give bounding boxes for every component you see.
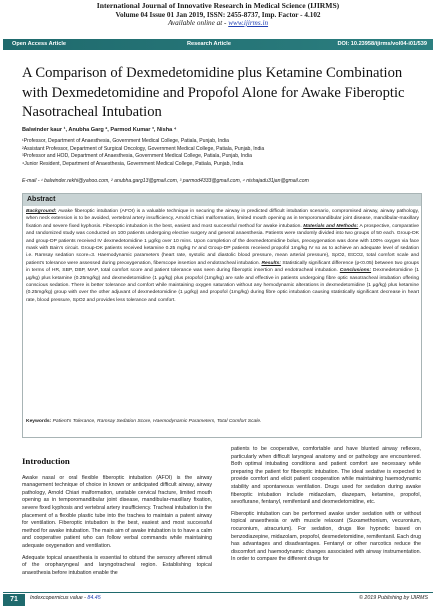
author-emails: E-mail - ¹ balwinder.rekhi@yahoo.com, ² anubha.garg13@gmail.com, ³ parmod4333@gmail.com, ⁴ nishajadu31jan@gmail.com — [22, 178, 309, 184]
conclusions-text: Dexmedetomidine (1 μg/kg) plus ketamine (0.25mg/kg) and dexmedetomidine (1 μg/kg) plus propofol (1mg/kg) are safe and effective in patients undergoing fibre optic nasotracheal intubation offering conscious sedation. There is better tolerance and comfort while maintaining oxygen saturation without any hemodynamic alterations in dexmedetomidine (1 μg/kg) plus ketamine (0.25mg/kg) group with over the other adjuvant of dexmedetomidine (1 μg/kg) and propofol (1mg/kg) during fibre optic intubation causing statistically significant decrease in heart rate, blood pressure, SpO2 and provides less tolerance and comfort. — [26, 268, 419, 303]
affiliation-1: ¹Professor, Department of Anaesthesia, Government Medical College, Patiala, Punjab, India — [22, 138, 229, 144]
keywords-text: Patient's Tolerance, Ramsay Sedation Score, Haemodynamic Parameters, Total Comfort Scale. — [51, 419, 262, 424]
introduction-heading: Introduction — [22, 456, 70, 466]
conclusions-label: Conclusions: — [339, 268, 372, 274]
intro-paragraph-3: patients to be cooperative, comfortable and have blunted airway reflexes, particularly when difficult laryngeal anatomy and or pathology are encountered. Both optimal intubating conditions and patient comfort are necessary while preparing the patient for fiberoptic intubation. The ideal sedative is expected to provide comfort and elicit patient cooperation while maintaining haemodynamic stability and spontaneous ventilation. Drugs used for sedation during awake fiberoptic intubation include midazolam, diazepam, ketamine, propofol, sevoflurane, fentanyl, remifentanil and dexmedetomidine, etc. — [231, 446, 421, 506]
indexcopernicus-label: Indexcopernicus value - — [30, 595, 88, 601]
indexcopernicus-value — [30, 595, 101, 601]
article-info-stripe — [3, 39, 433, 50]
intro-paragraph-2: Adequate topical anaesthesia is essential to obtund the sensory afferent stimuli of the oropharyngeal and laryngotracheal region. Establishing topical anaesthesia before intubation enable the — [22, 554, 212, 576]
open-access-label: Open Access Article — [12, 41, 66, 47]
abstract-body — [26, 208, 419, 304]
affiliations — [22, 138, 422, 168]
intro-paragraph-1: Awake nasal or oral flexible fiberoptic intubation (AFOI) is the airway management technique of choice in known or anticipated difficult airway, airway pathology, Arnold Chiari malformation, unstable cervical fracture, limited mouth opening as in temporomandibular joint disease, mandibular-maxillary fixation, severe fixed kyphosis and vertebral artery insufficiency. Tracheal intubation is the placement of a flexible plastic tube into the trachea to maintain a patent airway for ventilation. Fiberoptic intubation is the best, easiest and most successful method for awake intubation. The main aim of awake intubation is to have a calm and cooperative patient who can follow verbal commands while maintaining adequate oxygenation and ventilation. — [22, 474, 212, 549]
journal-volume: Volume 04 Issue 01 Jan 2019, ISSN: 2455-8737, Imp. Factor - 4.102 — [115, 10, 321, 19]
footer-divider — [3, 592, 433, 593]
doi-label[interactable]: DOI: 10.23958/ijirms/vol04-i01/539 — [337, 41, 427, 47]
article-type-label: Research Article — [187, 41, 231, 47]
journal-header — [0, 2, 436, 27]
keywords-label: Keywords: — [26, 419, 52, 424]
keywords — [26, 418, 419, 425]
paper-title: A Comparison of Dexmedetomidine plus Ketamine Combination with Dexmedetomidine and Propofol Alone for Awake Fiberoptic Nasotracheal Intubation — [22, 65, 405, 120]
indexcopernicus-link[interactable]: 84.45 — [87, 595, 101, 601]
abstract-heading: Abstract — [23, 194, 421, 206]
journal-availability — [0, 19, 436, 27]
intro-paragraph-4: Fiberoptic intubation can be performed awake under sedation with or without topical anaesthesia or with muscle relaxant (Suxamethonium, vecuronium, rocuronium, atracurium). For sedation, drugs like hypnotic based on benzodiazepine, midazolam, propofol, dexmedetomidine, remifentanil. Each drug has advantages and disadvantages. Fentanyl or other narcotics reduce the discomfort and haemodynamic changes associated with airway instrumentation. In order to compare the different drugs for — [231, 510, 421, 563]
abstract-box — [22, 193, 422, 438]
body-column-left — [22, 446, 212, 581]
affiliation-2: ²Assistant Professor, Department of Surgical Oncology, Government Medical College, Patiala, Punjab, India — [22, 145, 265, 152]
availability-prefix: Available online at - — [167, 19, 229, 27]
results-label: Results: — [261, 260, 281, 266]
background-label: Background: — [26, 209, 57, 214]
copyright-notice: © 2019 Publishing by IJIRMS — [359, 595, 428, 601]
journal-url-link[interactable]: www.ijirms.in — [228, 19, 269, 27]
page-footer — [0, 592, 436, 610]
methods-label: Materials and Methods: — [303, 223, 359, 229]
author-list: Balwinder kaur ¹, Anubha Garg ², Parmod Kumar ³, Nisha ⁴ — [22, 127, 177, 133]
background-text: Awake fiberoptic intubation (AFOI) is a valuable technique in securing the airway in predicted difficult intubation scenario, compromised airway, airway pathology, when neck extension is to be avoided, vertebral artery insufficiency, Arnold Chiari malformation, limited mouth opening as in temporomandibular joint disease, mandibular-maxillary fixation and severe fixed kyphosis. Fiberoptic intubation is the best, easiest and most successful method for awake intubation. — [26, 209, 419, 229]
methods-text: A prospective, comparative and randomized study was conducted on 100 patients undergoing elective surgery and general anaesthesia. Patients were randomly divided into two groups of 50 each. Group-DK and group-DP patients received IV dexmedetomidine 1 μg/kg over 10 mins. Upon completion of the dexmedetomidine bolus, preoxygenation was done with 100% oxygen via face mask with Bain's circuit. Group-DK patients received ketamine 0.25 mg/kg IV and Group-DP patients received propofol 1mg/kg IV so as to achieve an adequate level of sedation i.e. Ramsay sedation score=3. Haemodynamic parameters (heart rate, systolic and diastolic blood pressure, mean arterial pressure), SpO2, EtCO2, total comfort scale and patient's tolerance were assessed during preoxygenation, fiberscope insertion and endotracheal intubation. — [26, 223, 419, 266]
page-number: 71 — [3, 594, 25, 606]
journal-title: International Journal of Innovative Research in Medical Science (IJIRMS) — [96, 1, 340, 10]
affiliation-4: ⁴Junior Resident, Department of Anaesthesia, Government Medical College, Patiala, Punjab, India — [22, 160, 244, 167]
body-column-right — [231, 446, 421, 568]
results-text: Statistically significant difference (p<0.05) between two groups in terms of HR, SBP, DBP, MAP, total comfort score and patient tolerance was seen during fiberoptic insertion and endotracheal intubation. — [26, 260, 419, 274]
affiliation-3: ³Professor and HOD, Department of Anaesthesia, Government Medical College, Patiala, Punjab, India — [22, 153, 252, 160]
